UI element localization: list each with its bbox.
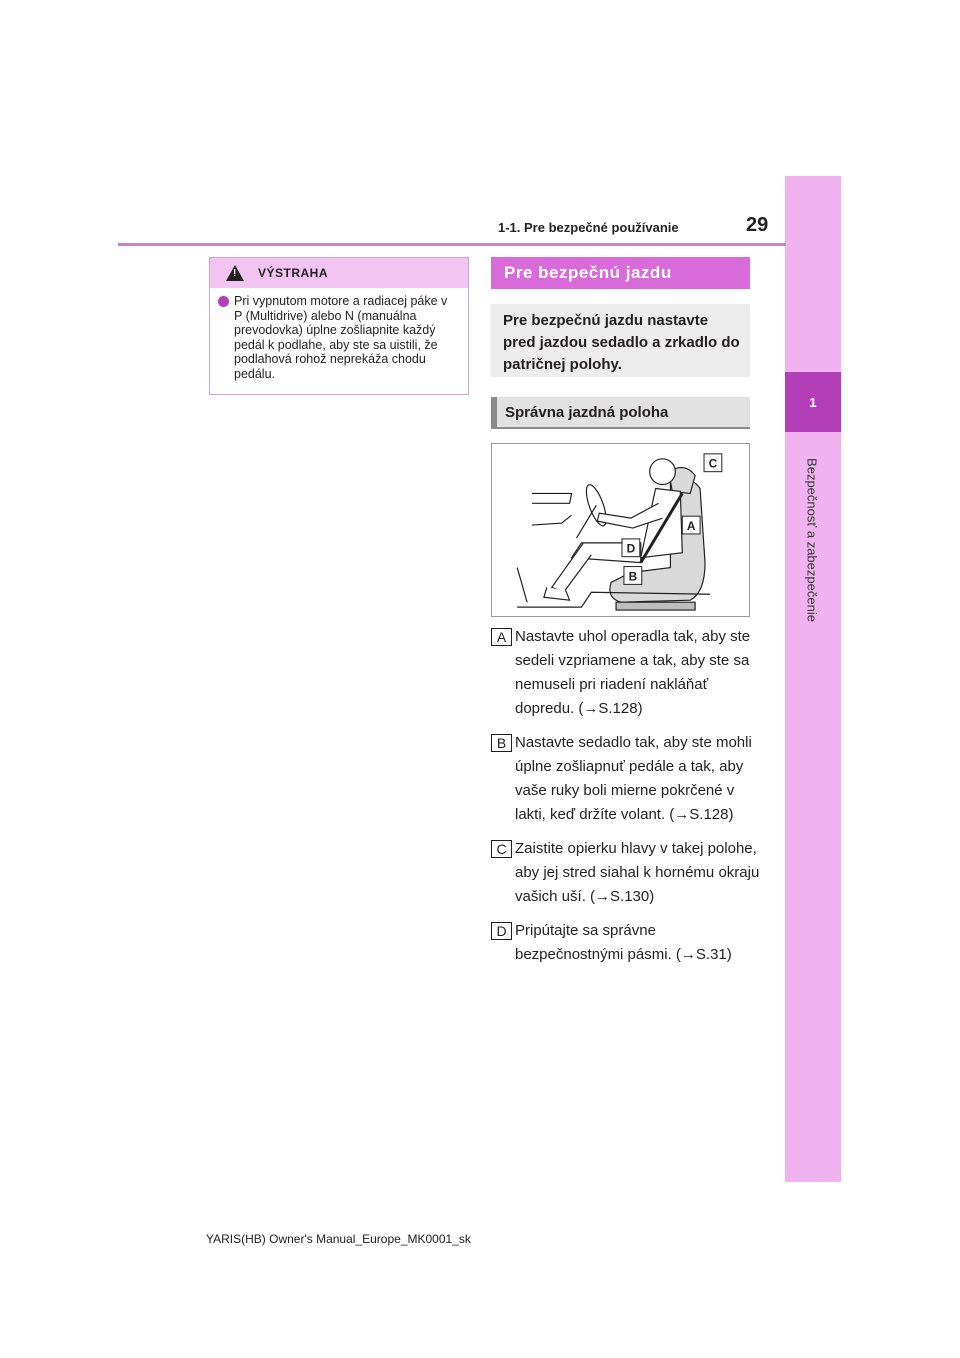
item-text: Nastavte uhol operadla tak, aby ste sedeli vzpriamene a tak, aby ste sa nemuseli pri riadení nakláňať dopredu. (→S.128) [515, 628, 751, 717]
label-a: A [686, 519, 696, 533]
page-number: 29 [746, 214, 769, 236]
warning-body [210, 288, 468, 381]
item-letter: A [491, 628, 512, 646]
footer-text: YARIS(HB) Owner's Manual_Europe_MK0001_sk [206, 1232, 471, 1246]
warning-header [210, 258, 468, 288]
item-letter: B [491, 734, 512, 752]
driving-position-illustration [491, 443, 750, 617]
warning-title: VÝSTRAHA [258, 266, 329, 280]
header-divider [118, 243, 786, 246]
item-text: Pripútajte sa správne bezpečnostnými pásmi. (→S.31) [515, 922, 732, 963]
warning-triangle-icon [226, 265, 244, 281]
list-item [491, 919, 761, 967]
chapter-title: Bezpečnosť a zabezpečenie [804, 458, 820, 622]
instruction-list [491, 625, 761, 977]
list-item [491, 625, 761, 721]
section-heading: Pre bezpečnú jazdu [491, 257, 750, 289]
intro-box: Pre bezpečnú jazdu nastavte pred jazdou sedadlo a zrkadlo do patričnej polohy. [491, 304, 750, 377]
item-text: Nastavte sedadlo tak, aby ste mohli úplne zošliapnuť pedále a tak, aby vaše ruky boli mierne pokrčené v lakti, keď držíte volant. (→S.128) [515, 734, 752, 823]
label-d: D [626, 541, 636, 556]
section-header: 1-1. Pre bezpečné používanie [498, 220, 679, 235]
side-tab [785, 176, 841, 1182]
warning-box [209, 257, 469, 395]
chapter-number-tab[interactable]: 1 [785, 372, 841, 432]
item-letter: C [491, 840, 512, 858]
list-item [491, 837, 761, 909]
label-b: B [628, 569, 638, 584]
list-item [491, 731, 761, 827]
warning-text: Pri vypnutom motore a radiacej páke v P (Multidrive) alebo N (manuálna prevodovka) úplne zošliapnite každý pedál k podlahe, aby ste sa uistili, že podlahová rohož neprekáža chodu pedálu. [234, 294, 448, 381]
item-text: Zaistite opierku hlavy v takej polohe, aby jej stred siahal k hornému okraju vašich uší. (→S.130) [515, 840, 760, 905]
label-c: C [708, 456, 718, 471]
subsection-heading: Správna jazdná poloha [491, 397, 750, 429]
item-letter: D [491, 922, 512, 940]
bullet-icon [218, 296, 229, 307]
